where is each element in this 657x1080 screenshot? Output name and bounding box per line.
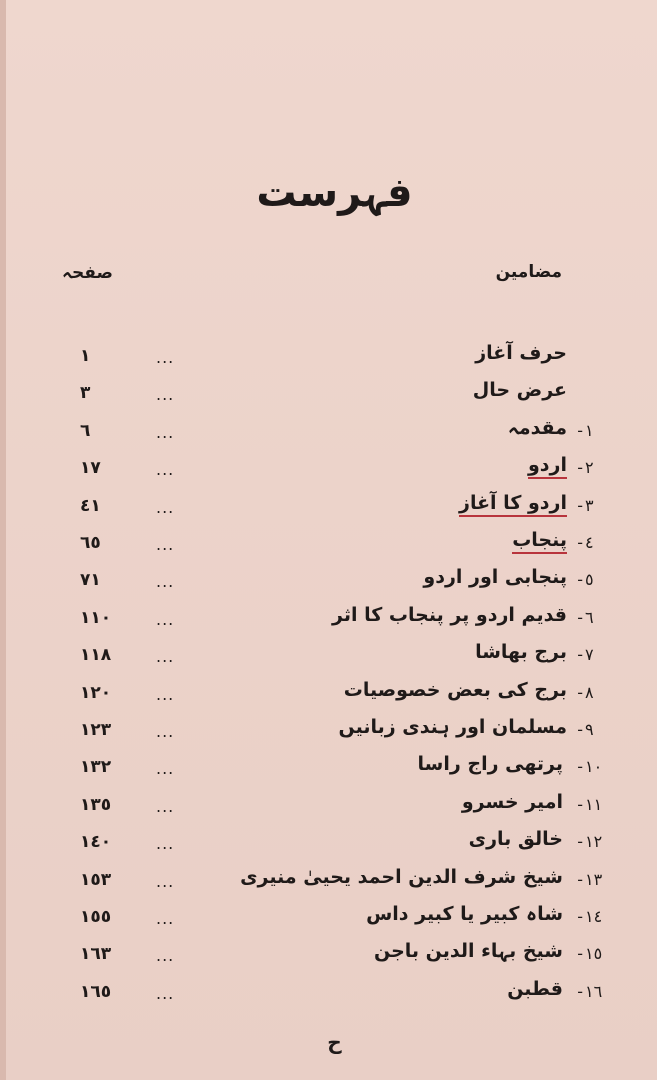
toc-row [6, 978, 657, 1008]
entry-title: شیخ بہاء الدین باجن [373, 940, 563, 962]
entry-title: پنجابی اور اردو [423, 566, 567, 588]
page-number-letter: ح [327, 1030, 342, 1054]
entry-page-number: ١٥٥ [80, 907, 112, 927]
toc-row [6, 492, 657, 522]
entry-title: عرض حال [472, 379, 567, 401]
entry-number: ٤ [585, 533, 594, 552]
toc-row [6, 417, 657, 447]
entry-dash: - [577, 533, 583, 552]
entry-number: ٢ [585, 458, 594, 477]
toc-row [6, 379, 657, 409]
entry-page-number: ٣ [80, 383, 91, 403]
entry-number: ٣ [585, 496, 594, 515]
entry-number: ١٥ [585, 944, 603, 963]
entry-number: ٦ [585, 608, 594, 627]
entry-title: برج کی بعض خصوصیات [343, 679, 567, 701]
leader-dots: ... [156, 834, 175, 853]
leader-dots: ... [156, 946, 175, 965]
toc-row [6, 791, 657, 821]
entry-dash: - [577, 870, 583, 889]
entry-number: ١٤ [585, 907, 603, 926]
entry-number: ١٦ [585, 982, 603, 1001]
toc-row [6, 679, 657, 709]
entry-title: قطبن [507, 978, 563, 1000]
entry-title: مقدمہ [507, 417, 567, 439]
toc-row [6, 716, 657, 746]
entry-page-number: ١٦٣ [80, 944, 112, 964]
entry-title: پرتھی راج راسا [417, 753, 563, 775]
entry-dash: - [577, 907, 583, 926]
entry-dash: - [577, 982, 583, 1001]
entry-page-number: ١٢٣ [80, 720, 112, 740]
leader-dots: ... [156, 460, 175, 479]
entry-dash: - [577, 645, 583, 664]
entry-title: شاہ کبیر یا کبیر داس [366, 903, 563, 925]
entry-number: ١٣ [585, 870, 603, 889]
entry-page-number: ١٤٠ [80, 832, 112, 852]
leader-dots: ... [156, 685, 175, 704]
entry-dash: - [577, 608, 583, 627]
leader-dots: ... [156, 348, 175, 367]
page-column-header: صفحہ [62, 263, 113, 283]
entry-title: امیر خسرو [461, 791, 563, 813]
entry-dash: - [577, 683, 583, 702]
entry-page-number: ١٦٥ [80, 982, 112, 1002]
entry-title: اردو [528, 454, 567, 479]
entry-dash: - [577, 757, 583, 776]
entry-number: ١١ [585, 795, 603, 814]
entry-page-number: ٤١ [80, 496, 101, 516]
toc-row [6, 903, 657, 933]
leader-dots: ... [156, 535, 175, 554]
leader-dots: ... [156, 759, 175, 778]
toc-row [6, 753, 657, 783]
toc-row [6, 940, 657, 970]
entry-page-number: ١٣٢ [80, 757, 112, 777]
entry-page-number: ٧١ [80, 570, 101, 590]
leader-dots: ... [156, 610, 175, 629]
entry-title: اردو کا آغاز [459, 492, 567, 517]
contents-column-header: مضامین [495, 262, 562, 282]
entry-page-number: ١١٨ [80, 645, 112, 665]
entry-number: ٩ [585, 720, 594, 739]
entry-number: ١ [585, 421, 594, 440]
toc-row [6, 566, 657, 596]
entry-title: پنجاب [512, 529, 567, 554]
entry-dash: - [577, 795, 583, 814]
toc-row [6, 529, 657, 559]
entry-number: ٧ [585, 645, 594, 664]
entry-number: ٨ [585, 683, 594, 702]
entry-number: ٥ [585, 570, 594, 589]
leader-dots: ... [156, 722, 175, 741]
entry-number: ١٢ [585, 832, 603, 851]
entry-title: برج بھاشا [475, 641, 567, 663]
entry-page-number: ٦٥ [80, 533, 101, 553]
leader-dots: ... [156, 797, 175, 816]
entry-title: حرف آغاز [475, 342, 567, 364]
leader-dots: ... [156, 647, 175, 666]
entry-page-number: ٦ [80, 421, 91, 441]
leader-dots: ... [156, 984, 175, 1003]
toc-row [6, 342, 657, 372]
entry-dash: - [577, 421, 583, 440]
entry-page-number: ١٢٠ [80, 683, 112, 703]
leader-dots: ... [156, 498, 175, 517]
entry-title: مسلمان اور ہندی زبانیں [338, 716, 567, 738]
toc-row [6, 604, 657, 634]
entry-title: خالق باری [468, 828, 563, 850]
leader-dots: ... [156, 872, 175, 891]
entry-title: شیخ شرف الدین احمد یحییٰ منیری [240, 866, 563, 888]
entry-dash: - [577, 570, 583, 589]
entry-page-number: ١ [80, 346, 91, 366]
entry-dash: - [577, 496, 583, 515]
entry-number: ١٠ [585, 757, 603, 776]
entry-page-number: ١١٠ [80, 608, 112, 628]
leader-dots: ... [156, 572, 175, 591]
entry-page-number: ١٥٣ [80, 870, 112, 890]
entry-dash: - [577, 832, 583, 851]
toc-row [6, 866, 657, 896]
entry-page-number: ١٣٥ [80, 795, 112, 815]
entry-dash: - [577, 720, 583, 739]
leader-dots: ... [156, 909, 175, 928]
entry-page-number: ١٧ [80, 458, 101, 478]
leader-dots: ... [156, 385, 175, 404]
toc-row [6, 454, 657, 484]
entry-dash: - [577, 944, 583, 963]
leader-dots: ... [156, 423, 175, 442]
page-title: فہرست [256, 170, 413, 216]
toc-row [6, 828, 657, 858]
entry-title: قدیم اردو پر پنجاب کا اثر [332, 604, 567, 626]
entry-dash: - [577, 458, 583, 477]
toc-row [6, 641, 657, 671]
